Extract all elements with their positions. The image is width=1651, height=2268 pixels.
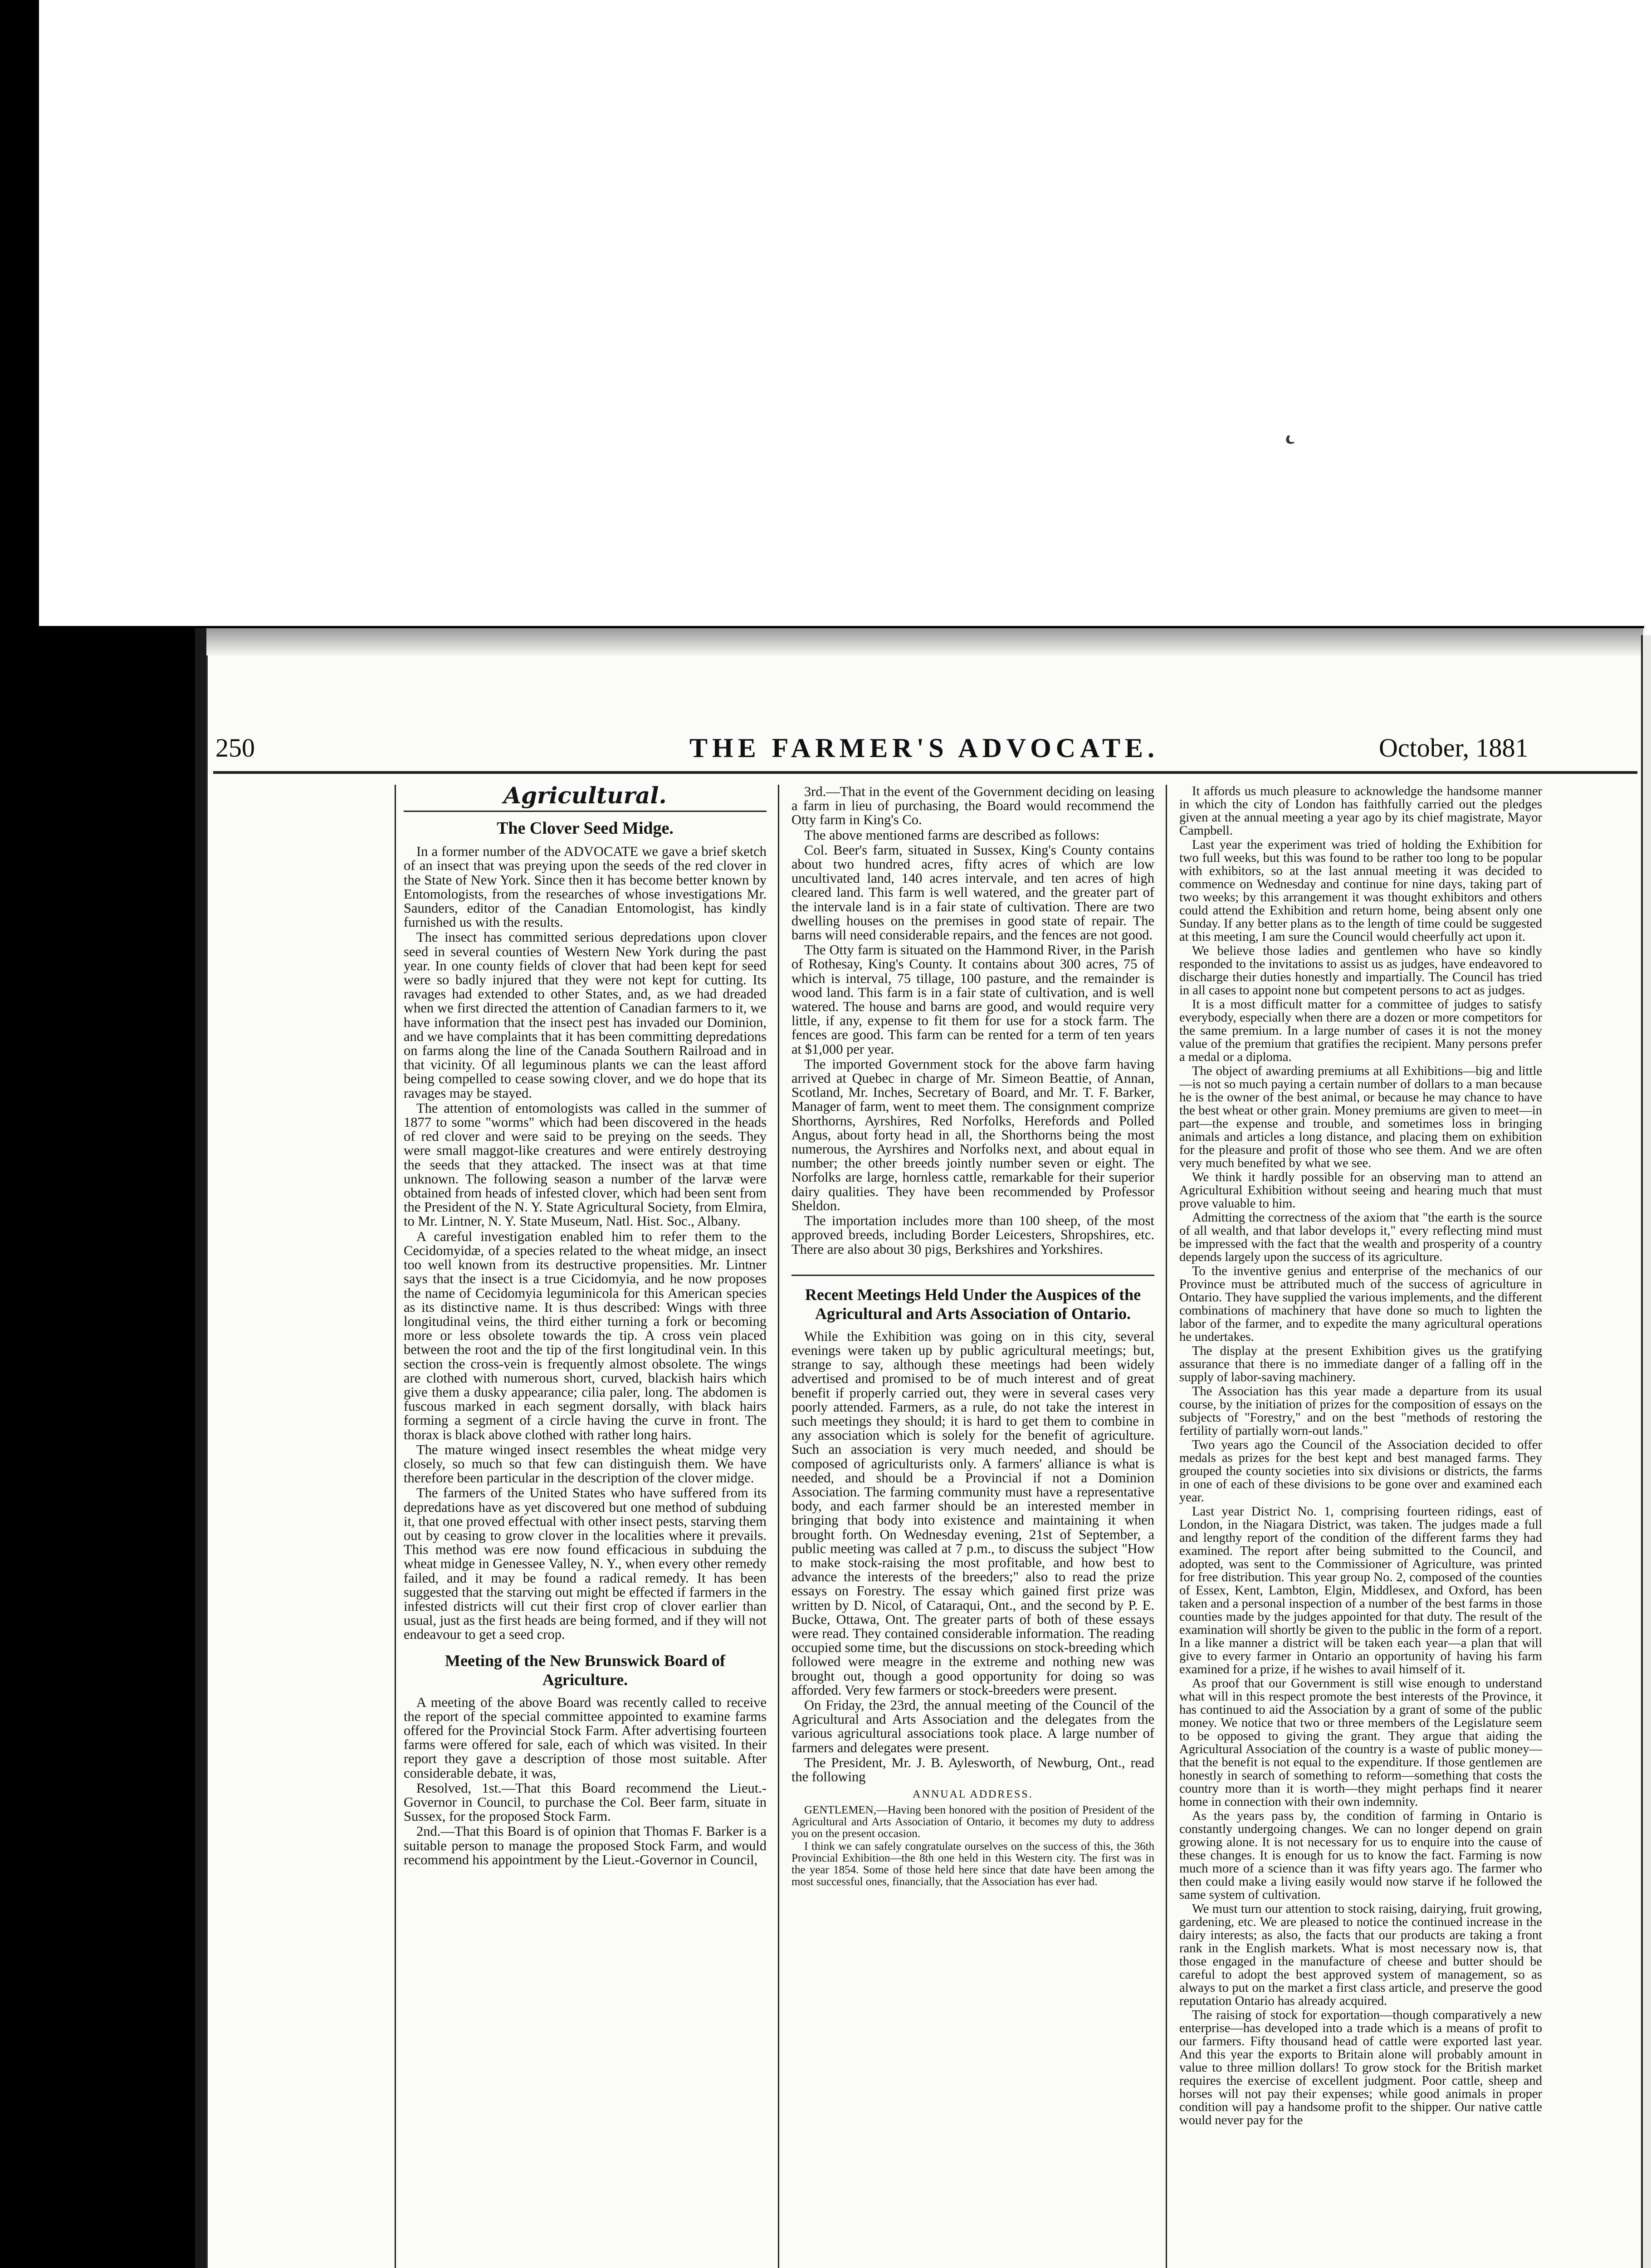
paragraph: GENTLEMEN,—Having been honored with the position of President of the Agricultural and Arts Association of Ontario, it becomes my duty to address you on the present occasion. bbox=[791, 1804, 1154, 1840]
paragraph: The insect has committed serious depredations upon clover seed in several counties of Western New York during the past year. In one county fields of clover that had been kept for seed were so badly injured that they were not kept for cutting. Its ravages had extended to other States, and, as we had dreaded when we first directed the attention of Canadian farmers to it, we have information that the insect pest has invaded our Dominion, and we have complaints that it has been committing depredations on farms along the line of the Canada Southern Railroad and in that vicinity. Of all leguminous plants we can the least afford being compelled to cease sowing clover, and we do hope that its ravages may be stayed. bbox=[404, 929, 767, 1101]
paragraph: A meeting of the above Board was recently called to receive the report of the special committee appointed to examine farms offered for the Provincial Stock Farm. After advertising fourteen farms were offered for sale, each of which was visited. In their report they gave a description of those most suitable. After considerable debate, it was, bbox=[404, 1694, 767, 1781]
paragraph: The object of awarding premiums at all Exhibitions—big and little—is not so much paying a certain number of dollars to a man because he is the owner of the best animal, or because he may chance to have the best wheat or other grain. Money premiums are given to meet—in part—the expense and trouble, and sometimes loss in bringing animals and articles a long distance, and placing them on exhibition for the pleasure and profit of those who see them. And we are often very much benefited by what we see. bbox=[1179, 1064, 1542, 1170]
column-3 bbox=[1179, 785, 1542, 2268]
subheading-annual-address: ANNUAL ADDRESS. bbox=[913, 1789, 1033, 1801]
column-1 bbox=[404, 785, 767, 2268]
paragraph: Last year District No. 1, comprising fourteen ridings, east of London, in the Niagara District, was taken. The judges made a full and lengthy report of the condition of the different farms they had examined. The report after being submitted to the Council, and adopted, was sent to the Commissioner of Agriculture, was printed for free distribution. This year group No. 2, composed of the counties of Essex, Kent, Lambton, Elgin, Middlesex, and Oxford, has been taken and a personal inspection of a number of the best farms in those counties made by the judges appointed for that duty. The result of the examination will shortly be given to the public in the form of a report. In a like manner a district will be taken each year—a plan that will give to every farmer in Ontario an opportunity of having his farm examined for a prize, if he wishes to avail himself of it. bbox=[1179, 1505, 1542, 1677]
paragraph: The President, Mr. J. B. Aylesworth, of Newburg, Ont., read the following bbox=[791, 1755, 1154, 1784]
column-rule-2 bbox=[1166, 785, 1167, 2268]
page-number: 250 bbox=[215, 733, 255, 763]
paragraph: Col. Beer's farm, situated in Sussex, King's County contains about two hundred acres, fifty acres of which are low uncultivated land, 140 acres intervale, and ten acres of high cleared land. This farm is well watered, and the greater part of the intervale land is in a fair state of cultivation. There are two dwelling houses on the premises in good state of repair. The barns will need considerable repairs, and the fences are not good. bbox=[791, 842, 1154, 943]
paragraph: Two years ago the Council of the Association decided to offer medals as prizes for the best kept and best managed farms. They grouped the county societies into six divisions or districts, the farms in one of each of these divisions to be gone over and examined each year. bbox=[1179, 1438, 1542, 1505]
paragraph: The display at the present Exhibition gives us the gratifying assurance that there is no immediate danger of a falling off in the supply of labor-saving machinery. bbox=[1179, 1344, 1542, 1384]
paragraph: To the inventive genius and enterprise of the mechanics of our Province must be attributed much of the success of agriculture in Ontario. They have supplied the various implements, and the different combinations of machinery that have done so much to lighten the labor of the farmer, and to expedite the many agricultural operations he undertakes. bbox=[1179, 1264, 1542, 1344]
page-top-shadow bbox=[206, 628, 1643, 655]
paragraph: The imported Government stock for the above farm having arrived at Quebec in charge of Mr. Simeon Beattie, of Annan, Scotland, Mr. Inches, Secretary of Board, and Mr. T. F. Barker, Manager of farm, went to meet them. The consignment comprize Shorthorns, Ayrshires, Red Norfolks, Herefords and Polled Angus, about forty head in all, the Shorthorns being the most numerous, the Ayrshires and Norfolks next, and about equal in number; the other breeds jointly number seven or eight. The Norfolks are large, hornless cattle, remarkable for their superior dairy qualities. They have been recommended by Professor Sheldon. bbox=[791, 1056, 1154, 1213]
article-title-recent-meetings: Recent Meetings Held Under the Auspices of the Agricultural and Arts Association of Ontario. bbox=[805, 1285, 1141, 1323]
paragraph: The Otty farm is situated on the Hammond River, in the Parish of Rothesay, King's County. It contains about 300 acres, 75 of which is interval, 75 tillage, 100 pasture, and the remainder is wood land. This farm is in a fair state of cultivation, and is well watered. The house and barns are good, and would require very little, if any, expense to fit them for use for a stock farm. The fences are good. This farm can be rented for a term of ten years at $1,000 per year. bbox=[791, 942, 1154, 1057]
paragraph: Last year the experiment was tried of holding the Exhibition for two full weeks, but this was found to be rather too long to be popular with exhibitors, so at the last annual meeting it was decided to commence on Wednesday and continue for nine days, taking part of two weeks; by this arrangement it was thought exhibitors and others could attend the Exhibition and return home, being absent only one Sunday. If any better plans as to the length of time could be suggested at this meeting, I am sure the Council would cheerfully act upon it. bbox=[1179, 838, 1542, 944]
column-rule-1 bbox=[778, 785, 779, 2268]
article-title-clover: The Clover Seed Midge. bbox=[497, 819, 674, 838]
paragraph: The farmers of the United States who have suffered from its depredations have as yet discovered but one method of subduing it, that one proved effectual with other insect pests, starving them out by ceasing to grow clover in the localities where it prevails. This method was ere now found efficacious in subduing the wheat midge in Genessee Valley, N. Y., when every other remedy failed, and it may be found a radical remedy. It has been suggested that the starving out might be effected if farmers in the infested districts will cut their first crop of clover earlier than usual, just as the first heads are being formed, and if they will not endeavour to get a seed crop. bbox=[404, 1485, 767, 1642]
issue-date: October, 1881 bbox=[1379, 733, 1529, 763]
column-2 bbox=[791, 785, 1154, 2268]
paragraph: The Association has this year made a departure from its usual course, by the initiation of prizes for the composition of essays on the subjects of "Forestry," and on the best "methods of restoring the fertility of partially worn-out lands." bbox=[1179, 1384, 1542, 1438]
paragraph: While the Exhibition was going on in this city, several evenings were taken up by public agricultural meetings; but, strange to say, although these meetings had been widely advertised and promised to be of much interest and of great benefit if properly carried out, they were in several cases very poorly attended. Farmers, as a rule, do not take the interest in such meetings they should; it is hard to get them to combine in any association which is solely for the benefit of agriculture. Such an association is very much needed, and should be composed of agriculturists only. A farmers' alliance is what is needed, and should be a Provincial if not a Dominion Association. The farming community must have a representative body, and each farmer should be an interested member in bringing that body into existence and maintaining it when brought forth. On Wednesday evening, 21st of September, a public meeting was called at 7 p.m., to discuss the subject "How to make stock-raising the most profitable, and how best to advance the interests of the breeders;" also to read the prize essays on Forestry. The essay which gained first prize was written by D. Nicol, of Cataraqui, Ont., and the second by P. E. Bucke, Ottawa, Ont. The greater parts of both of these essays were read. They contained considerable information. The reading occupied some time, but the discussions on stock-breeding which followed were meagre in the extreme and nothing new was brought out, though a good opportunity for doing so was afforded. Very few farmers or stock-breeders were present. bbox=[791, 1328, 1154, 1698]
paragraph: It is a most difficult matter for a committee of judges to satisfy everybody, especially when there are a dozen or more competitors for the same premium. In a large number of cases it is not the money value of the premium that gratifies the recipient. Many persons prefer a medal or a diploma. bbox=[1179, 997, 1542, 1064]
scan-speck: ˛ bbox=[1284, 400, 1297, 445]
paragraph: We believe those ladies and gentlemen who have so kindly responded to the invitations to assist us as judges, have endeavored to discharge their duties honestly and impartially. The Council has tried in all cases to appoint none but competent persons to act as judges. bbox=[1179, 944, 1542, 997]
paragraph: The raising of stock for exportation—though comparatively a new enterprise—has developed into a trade which is a means of profit to our farmers. Fifty thousand head of cattle were exported last year. And this year the exports to Britain alone will probably amount in value to three million dollars! To grow stock for the British market requires the exercise of excellent judgment. Poor cattle, sheep and horses will not pay their expenses; while good animals in proper condition will pay a handsome profit to the shipper. Our native cattle would never pay for the bbox=[1179, 2008, 1542, 2127]
header-rule bbox=[213, 771, 1637, 774]
paragraph: Resolved, 1st.—That this Board recommend the Lieut.-Governor in Council, to purchase the Col. Beer farm, situate in Sussex, for the proposed Stock Farm. bbox=[404, 1780, 767, 1824]
masthead-title: THE FARMER'S ADVOCATE. bbox=[689, 733, 1159, 763]
paragraph: On Friday, the 23rd, the annual meeting of the Council of the Agricultural and Arts Association and the delegates from the various agricultural associations took place. A large number of farmers and delegates were present. bbox=[791, 1697, 1154, 1755]
paragraph: As proof that our Government is still wise enough to understand what will in this respect promote the best interests of the Province, it has continued to aid the Association by a grant of some of the public money. We notice that two or three members of the Legislature seem to be opposed to giving the grant. They argue that aiding the Agricultural Association of the country is a waste of public money—that the benefit is not equal to the expenditure. If those gentlemen are honestly in search of something to reform—something that costs the country more than it is worth—they might perhaps find it nearer home in connection with their own indemnity. bbox=[1179, 1677, 1542, 1809]
article-rule bbox=[791, 1275, 1154, 1276]
paragraph: 3rd.—That in the event of the Government deciding on leasing a farm in lieu of purchasing, the Board would recommend the Otty farm in King's Co. bbox=[791, 785, 1154, 828]
paragraph: I think we can safely congratulate ourselves on the success of this, the 36th Provincial Exhibition—the 8th one held in this Western city. The first was in the year 1854. Some of those held here since that date have been among the most successful ones, financially, that the Association has ever had. bbox=[791, 1840, 1154, 1888]
article-title-nb-board: Meeting of the New Brunswick Board of Agriculture. bbox=[445, 1651, 725, 1689]
paragraph: As the years pass by, the condition of farming in Ontario is constantly undergoing changes. We can no longer depend on grain growing alone. It is not necessary for us to enquire into the cause of these changes. It is enough for us to know the fact. Farming is now much more of a science than it was fifty years ago. The farmer who then could make a living easily would now starve if he followed the same system of cultivation. bbox=[1179, 1809, 1542, 1902]
adjacent-page-edge bbox=[1641, 635, 1651, 2268]
section-heading: Agricultural. bbox=[503, 785, 667, 809]
paragraph: The importation includes more than 100 sheep, of the most approved breeds, including Border Leicesters, Shropshires, etc. There are also about 30 pigs, Berkshires and Yorkshires. bbox=[791, 1213, 1154, 1257]
scan-margin-top bbox=[39, 0, 1651, 626]
paragraph: The mature winged insect resembles the wheat midge very closely, so much so that few can distinguish them. We have therefore been particular in the description of the clover midge. bbox=[404, 1442, 767, 1486]
paragraph: We must turn our attention to stock raising, dairying, fruit growing, gardening, etc. We are pleased to notice the continued increase in the dairy interests; as also, the facts that our products are taking a front rank in the English markets. What is most necessary now is, that those engaged in the manufacture of cheese and butter should be careful to adopt the best approved system of management, so as always to put on the market a first class article, and preserve the good reputation Ontario has already acquired. bbox=[1179, 1902, 1542, 2008]
paragraph: In a former number of the ADVOCATE we gave a brief sketch of an insect that was preying upon the seeds of the red clover in the State of New York. Since then it has become better known by Entomologists, from the researches of whose investigations Mr. Saunders, editor of the Canadian Entomologist, has kindly furnished us with the results. bbox=[404, 844, 767, 930]
paragraph: Admitting the correctness of the axiom that "the earth is the source of all wealth, and that labor develops it," every reflecting mind must be impressed with the fact that the wealth and prosperity of a country depends largely upon the success of its agriculture. bbox=[1179, 1211, 1542, 1264]
paragraph: A careful investigation enabled him to refer them to the Cecidomyidæ, of a species related to the wheat midge, an insect too well known from its destructive propensities. Mr. Lintner says that the insect is a true Cicidomyia, and he now proposes the name of Cecidomyia leguminicola for this American species as its distinctive name. It is thus described: Wings with three longitudinal veins, the third either turning a fork or becoming more or less obsolete towards the tip. A cross vein placed between the root and the tip of the first longitudinal vein. In this section the cross-vein is frequently almost obsolete. The wings are clothed with numerous short, curved, blackish hairs which give them a dusky appearance; cilia paler, long. The abdomen is fuscous marked in each segment dorsally, with black hairs forming a segment of a circle having the curve in front. The thorax is black above clothed with rather long hairs. bbox=[404, 1228, 767, 1442]
paragraph: 2nd.—That this Board is of opinion that Thomas F. Barker is a suitable person to manage the proposed Stock Farm, and would recommend his appointment by the Lieut.-Governor in Council, bbox=[404, 1823, 767, 1867]
paragraph: The above mentioned farms are described as follows: bbox=[804, 827, 1100, 843]
book-spine-edge bbox=[195, 628, 207, 2268]
column-rule-left bbox=[395, 785, 396, 2268]
paragraph: We think it hardly possible for an observing man to attend an Agricultural Exhibition without seeing and hearing much that must prove valuable to him. bbox=[1179, 1170, 1542, 1211]
paragraph: The attention of entomologists was called in the summer of 1877 to some "worms" which had been discovered in the heads of red clover and were said to be preying on the seeds. They were small maggot-like creatures and were entirely destroying the seeds that they attacked. The insect was at that time unknown. The following season a number of the larvæ were obtained from heads of infested clover, which had been sent from the President of the N. Y. State Agricultural Society, from Elmira, to Mr. Lintner, N. Y. State Museum, Natl. Hist. Soc., Albany. bbox=[404, 1100, 767, 1229]
section-rule bbox=[404, 811, 767, 812]
paragraph: It affords us much pleasure to acknowledge the handsome manner in which the city of London has faithfully carried out the pledges given at the annual meeting a year ago by its chief magistrate, Mayor Campbell. bbox=[1179, 785, 1542, 838]
